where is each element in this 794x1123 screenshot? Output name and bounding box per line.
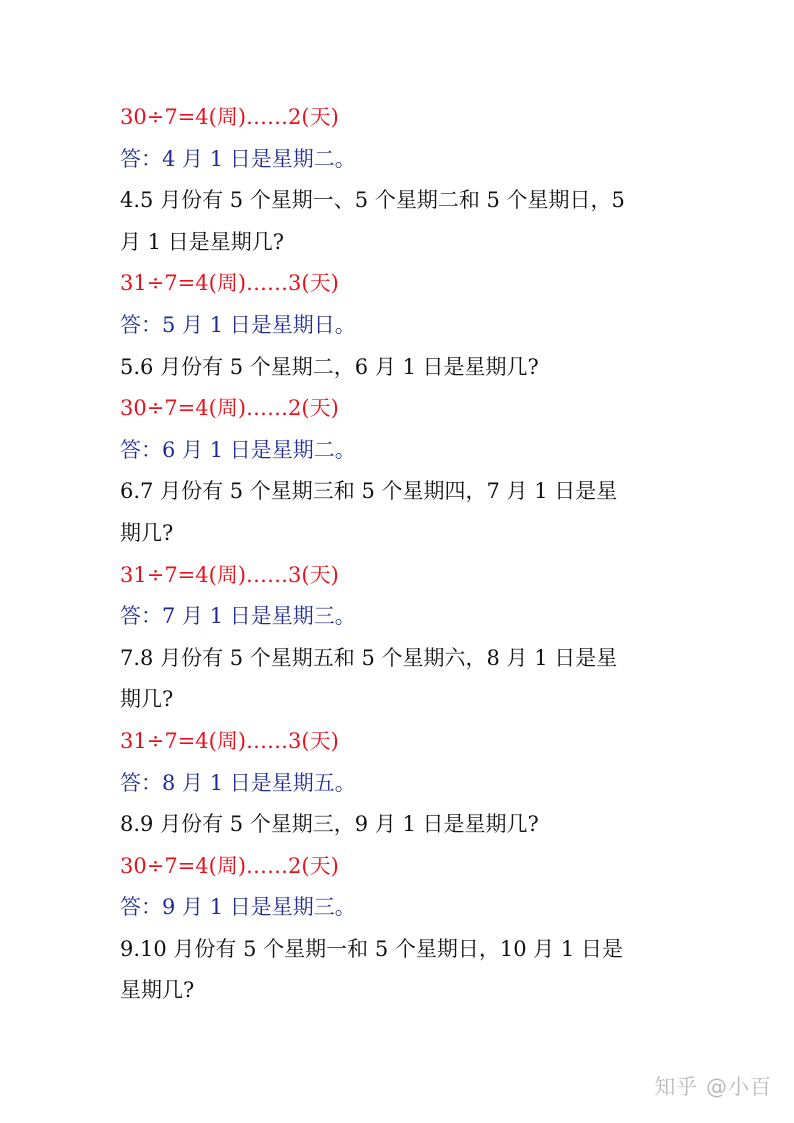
answer-line: 答：4 月 1 日是星期二。 — [120, 146, 356, 171]
question-line: 5.6 月份有 5 个星期二，6 月 1 日是星期几? — [120, 354, 539, 379]
question-line: 9.10 月份有 5 个星期一和 5 个星期日，10 月 1 日是 — [120, 936, 623, 961]
question-line: 期几? — [120, 687, 174, 712]
question-line: 8.9 月份有 5 个星期三，9 月 1 日是星期几? — [120, 812, 539, 837]
calc-line: 30÷7=4(周)……2(天) — [120, 105, 339, 129]
answer-line: 答：6 月 1 日是星期二。 — [120, 437, 356, 462]
calc-line: 30÷7=4(周)……2(天) — [120, 853, 339, 878]
watermark: 知乎 @小百 — [654, 1075, 772, 1099]
calc-line: 31÷7=4(周)……3(天) — [120, 271, 339, 296]
question-line: 月 1 日是星期几? — [120, 229, 284, 254]
calc-line: 31÷7=4(周)……3(天) — [120, 562, 339, 587]
question-line: 7.8 月份有 5 个星期五和 5 个星期六，8 月 1 日是星 — [120, 645, 618, 670]
calc-line: 31÷7=4(周)……3(天) — [120, 728, 339, 753]
question-line: 6.7 月份有 5 个星期三和 5 个星期四，7 月 1 日是星 — [120, 479, 618, 504]
question-line: 星期几? — [120, 978, 195, 1003]
answer-line: 答：8 月 1 日是星期五。 — [120, 770, 356, 795]
answer-line: 答：7 月 1 日是星期三。 — [120, 604, 356, 629]
answer-line: 答：9 月 1 日是星期三。 — [120, 895, 356, 920]
question-line: 期几? — [120, 520, 174, 545]
question-line: 4.5 月份有 5 个星期一、5 个星期二和 5 个星期日，5 — [120, 188, 625, 213]
document-body — [120, 97, 700, 1012]
calc-line: 30÷7=4(周)……2(天) — [120, 396, 339, 421]
answer-line: 答：5 月 1 日是星期日。 — [120, 312, 356, 337]
